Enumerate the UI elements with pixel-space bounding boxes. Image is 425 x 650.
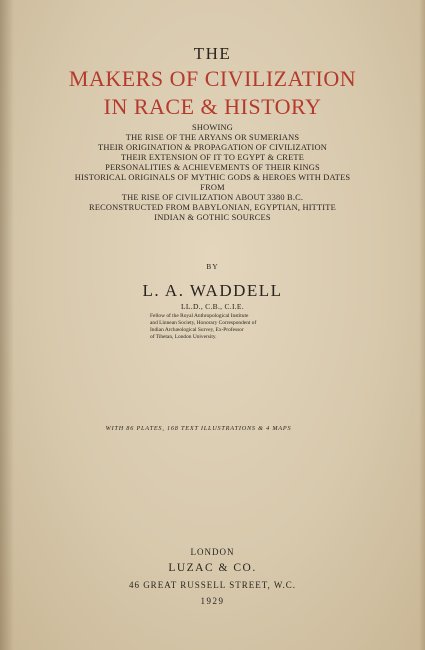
subtitle-line: FROM (200, 183, 225, 192)
publication-year: 1929 (200, 596, 225, 606)
subtitle-line: RECONSTRUCTED FROM BABYLONIAN, EGYPTIAN, HITTITE (89, 203, 336, 212)
subtitle-line: THE RISE OF CIVILIZATION ABOUT 3380 B.C. (121, 193, 304, 202)
publisher-address: 46 GREAT RUSSELL STREET, W.C. (128, 580, 297, 590)
title-line-1: MAKERS OF CIVILIZATION (68, 66, 357, 91)
credential-line: and Linnean Society, Honorary Correspondent of (150, 320, 257, 326)
subtitle-line: HISTORICAL ORIGINALS OF MYTHIC GODS & HEROES WITH DATES (74, 173, 351, 182)
illustrations-note: WITH 86 PLATES, 168 TEXT ILLUSTRATIONS & 4 MAPS (105, 425, 292, 432)
title-the: THE (193, 44, 232, 63)
author-name: L. A. WADDELL (142, 281, 283, 300)
author-degrees: LL.D., C.B., C.I.E. (181, 302, 244, 311)
by-label: BY (206, 262, 219, 271)
subtitle-line: THEIR ORIGINATION & PROPAGATION OF CIVILIZATION (98, 143, 327, 152)
publisher-name: LUZAC & CO. (168, 562, 257, 574)
title-line-2: IN RACE & HISTORY (103, 94, 322, 119)
credential-line: Indian Archæological Survey, Ex-Professor (150, 327, 244, 333)
credential-line: Fellow of the Royal Anthropological Institute (150, 313, 249, 319)
subtitle-line: THE RISE OF THE ARYANS OR SUMERIANS (125, 133, 300, 142)
subtitle-line: INDIAN & GOTHIC SOURCES (154, 213, 271, 222)
subtitle-line: SHOWING (192, 123, 233, 132)
subtitle-line: PERSONALITIES & ACHIEVEMENTS OF THEIR KINGS (105, 163, 320, 172)
publisher-city: LONDON (190, 547, 235, 557)
credential-line: of Tibetan, London University. (150, 334, 217, 340)
subtitle-line: THEIR EXTENSION OF IT TO EGYPT & CRETE (120, 153, 305, 162)
